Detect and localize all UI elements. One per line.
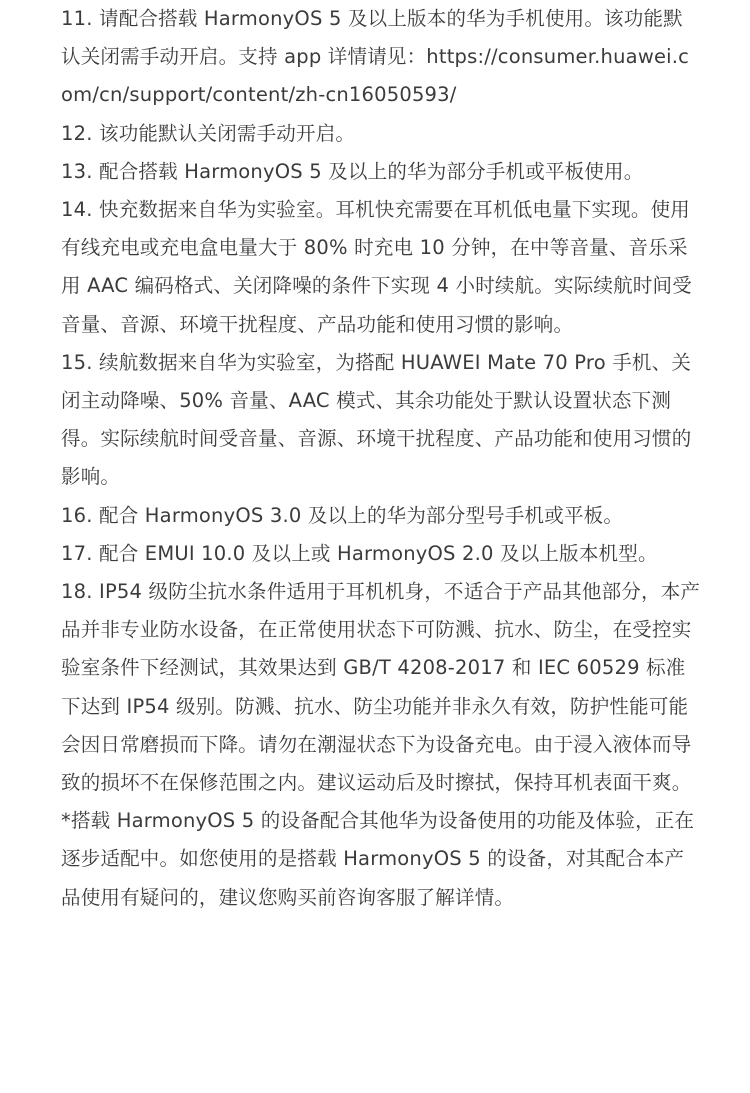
footnote-14: 14. 快充数据来自华为实验室。耳机快充需要在耳机低电量下实现。使用有线充电或充电盒电量大于 80% 时充电 10 分钟，在中等音量、音乐采用 AAC 编码格式、关闭降噪的条件下实现 4 小时续航。实际续航时间受音量、音源、环境干扰程度、产品功能和使用习惯的影响。 [61,198,692,336]
footnote-11: 11. 请配合搭载 HarmonyOS 5 及以上版本的华为手机使用。该功能默认关闭需手动开启。支持 app 详情请见：https://consumer.huawei.com/cn/support/content/zh-cn16050593/ [61,7,690,107]
footnote-15: 15. 续航数据来自华为实验室，为搭配 HUAWEI Mate 70 Pro 手机、关闭主动降噪、50% 音量、AAC 模式、其余功能处于默认设置状态下测得。实际续航时间受音量、音源、环境干扰程度、产品功能和使用习惯的影响。 [61,350,692,489]
footnotes-list [61,0,701,917]
footnote-16: 16. 配合 HarmonyOS 3.0 及以上的华为部分型号手机或平板。 [61,503,624,527]
footnote-12: 12. 该功能默认关闭需手动开启。 [61,121,356,145]
footnote-17: 17. 配合 EMUI 10.0 及以上或 HarmonyOS 2.0 及以上版本机型。 [61,541,658,565]
footnote-asterisk: *搭载 HarmonyOS 5 的设备配合其他华为设备使用的功能及体验，正在逐步适配中。如您使用的是搭载 HarmonyOS 5 的设备，对其配合本产品使用有疑问的，建议您购买前咨询客服了解详情。 [61,809,695,909]
footnote-13: 13. 配合搭载 HarmonyOS 5 及以上的华为部分手机或平板使用。 [61,159,644,183]
footnote-18: 18. IP54 级防尘抗水条件适用于耳机机身，不适合于产品其他部分，本产品并非专业防水设备，在正常使用状态下可防溅、抗水、防尘，在受控实验室条件下经测试，其效果达到 GB/T 4208-2017 和 IEC 60529 标准下达到 IP54 级别。防溅、抗水、防尘功能并非永久有效，防护性能可能会因日常磨损而下降。请勿在潮湿状态下为设备充电。由于浸入液体而导致的损坏不在保修范围之内。建议运动后及时擦拭，保持耳机表面干爽。 [61,580,701,795]
